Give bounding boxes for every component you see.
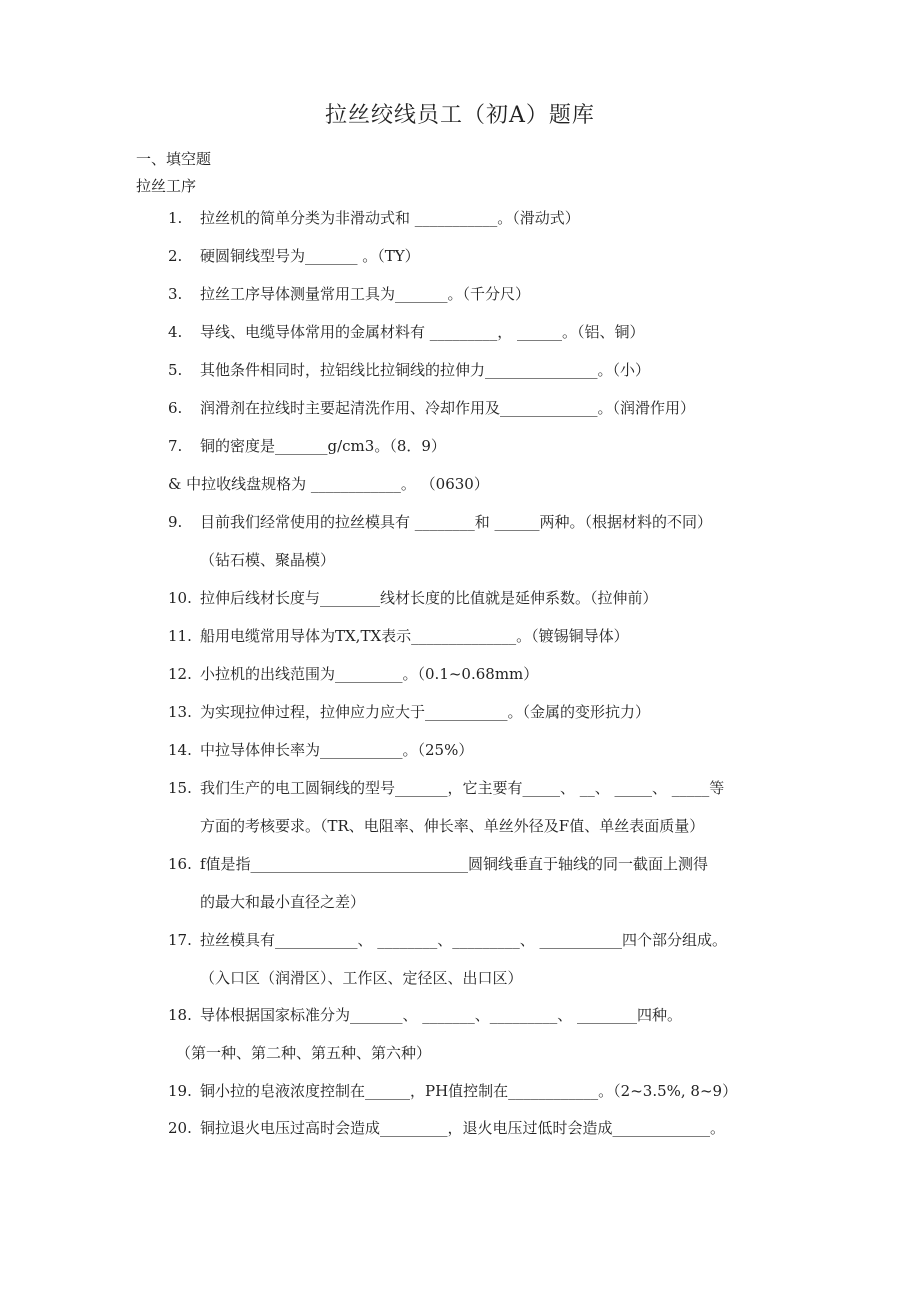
question-line: 4. 导线、电缆导体常用的金属材料有 _________， ______。（铝、铜） — [168, 323, 645, 341]
question-line: 20. 铜拉退火电压过高时会造成_________，退火电压过低时会造成_____________。 — [168, 1119, 726, 1137]
question-line: 18. 导体根据国家标准分为_______、 _______、_________、 ________四种。 — [168, 1006, 683, 1024]
question-line: 14. 中拉导体伸长率为___________。（25%） — [168, 741, 474, 759]
question-line: 10. 拉伸后线材长度与________线材长度的比值就是延伸系数。（拉伸前） — [168, 589, 658, 607]
section-heading: 一、填空题 — [136, 150, 212, 168]
question-line: 19. 铜小拉的皂液浓度控制在______，PH值控制在____________。（2~3.5%, 8~9） — [168, 1082, 738, 1100]
question-continuation: （钻石模、聚晶模） — [200, 551, 336, 569]
subsection-heading: 拉丝工序 — [136, 177, 197, 195]
question-line: 7. 铜的密度是_______g/cm3。（8．9） — [168, 437, 446, 455]
question-line: 16. f值是指_____________________________圆铜线垂直于轴线的同一截面上测得 — [168, 855, 709, 873]
question-line: 5. 其他条件相同时，拉铝线比拉铜线的拉伸力_______________。（小） — [168, 361, 651, 379]
question-line: 17. 拉丝模具有___________、 ________、_________、 ___________四个部分组成。 — [168, 931, 728, 949]
question-continuation: （入口区（润滑区）、工作区、定径区、出口区） — [200, 969, 523, 987]
question-line: 6. 润滑剂在拉线时主要起清洗作用、冷却作用及_____________。（润滑作用） — [168, 399, 696, 417]
question-line: 11. 船用电缆常用导体为TX,TX表示______________。（镀锡铜导体） — [168, 627, 629, 645]
page-title: 拉丝绞线员工（初A）题库 — [325, 103, 595, 128]
question-continuation: 的最大和最小直径之差） — [200, 893, 366, 911]
question-line: 2. 硬圆铜线型号为_______ 。（TY） — [168, 247, 420, 265]
question-line: 13. 为实现拉伸过程，拉伸应力应大于___________。（金属的变形抗力） — [168, 703, 651, 721]
question-line: 9. 目前我们经常使用的拉丝模具有 ________和 ______两种。（根据材料的不同） — [168, 513, 713, 531]
question-continuation: （第一种、第二种、第五种、第六种） — [176, 1044, 432, 1062]
question-line: 12. 小拉机的出线范围为_________。（0.1~0.68mm） — [168, 665, 539, 683]
question-line: 15. 我们生产的电工圆铜线的型号_______，它主要有_____、 __、 _____、 _____等 — [168, 779, 725, 797]
question-line: & 中拉收线盘规格为 ____________。 （0630） — [168, 475, 489, 493]
question-line: 1. 拉丝机的简单分类为非滑动式和 ___________。（滑动式） — [168, 209, 580, 227]
question-continuation: 方面的考核要求。（TR、电阻率、伸长率、单丝外径及F值、单丝表面质量） — [200, 817, 705, 835]
question-line: 3. 拉丝工序导体测量常用工具为_______。（千分尺） — [168, 285, 531, 303]
